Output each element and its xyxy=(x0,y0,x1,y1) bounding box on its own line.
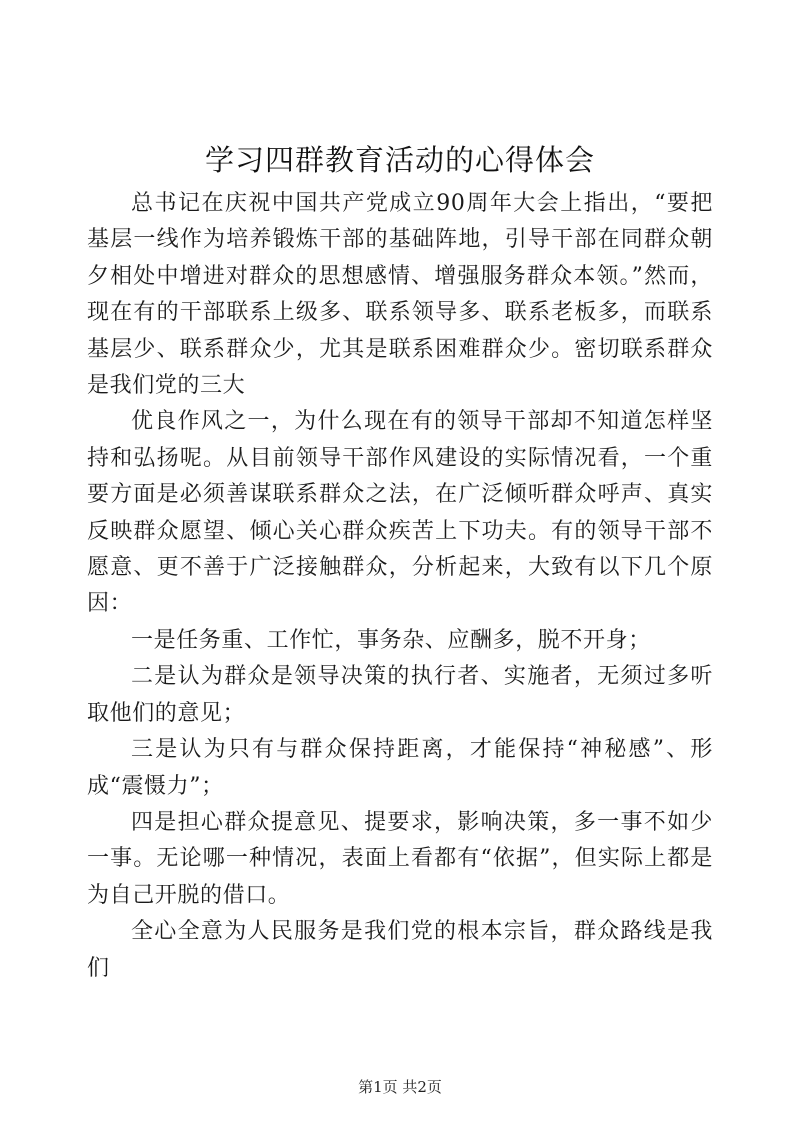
document-title: 学习四群教育活动的心得体会 xyxy=(204,143,595,177)
paragraph: 四是担心群众提意见、提要求，影响决策，多一事不如少一事。无论哪一种情况，表面上看都有“依据”，但实际上都是为自己开脱的借口。 xyxy=(87,809,713,908)
document-body xyxy=(87,186,713,987)
paragraph: 一是任务重、工作忙，事务杂、应酬多，脱不开身； xyxy=(131,627,651,653)
page-footer: 第1页 共2页 xyxy=(358,1078,442,1096)
paragraph: 二是认为群众是领导决策的执行者、实施者，无须过多听取他们的意见； xyxy=(87,664,713,726)
paragraph: 优良作风之一，为什么现在有的领导干部却不知道怎样坚持和弘扬呢。从目前领导干部作风建设的实际情况看，一个重要方面是必须善谋联系群众之法，在广泛倾听群众呼声、真实反映群众愿望、倾心关心群众疾苦上下功夫。有的领导干部不愿意、更不善于广泛接触群众，分析起来，大致有以下几个原因： xyxy=(87,409,713,617)
paragraph: 三是认为只有与群众保持距离，才能保持“神秘感”、形成“震慑力”； xyxy=(87,737,713,799)
paragraph: 总书记在庆祝中国共产党成立90周年大会上指出，“要把基层一线作为培养锻炼干部的基础阵地，引导干部在同群众朝夕相处中增进对群众的思想感情、增强服务群众本领。”然而，现在有的干部联系上级多、联系领导多、联系老板多，而联系基层少、联系群众少，尤其是联系困难群众少。密切联系群众是我们党的三大 xyxy=(87,191,713,399)
paragraph: 全心全意为人民服务是我们党的根本宗旨，群众路线是我们 xyxy=(87,919,713,981)
